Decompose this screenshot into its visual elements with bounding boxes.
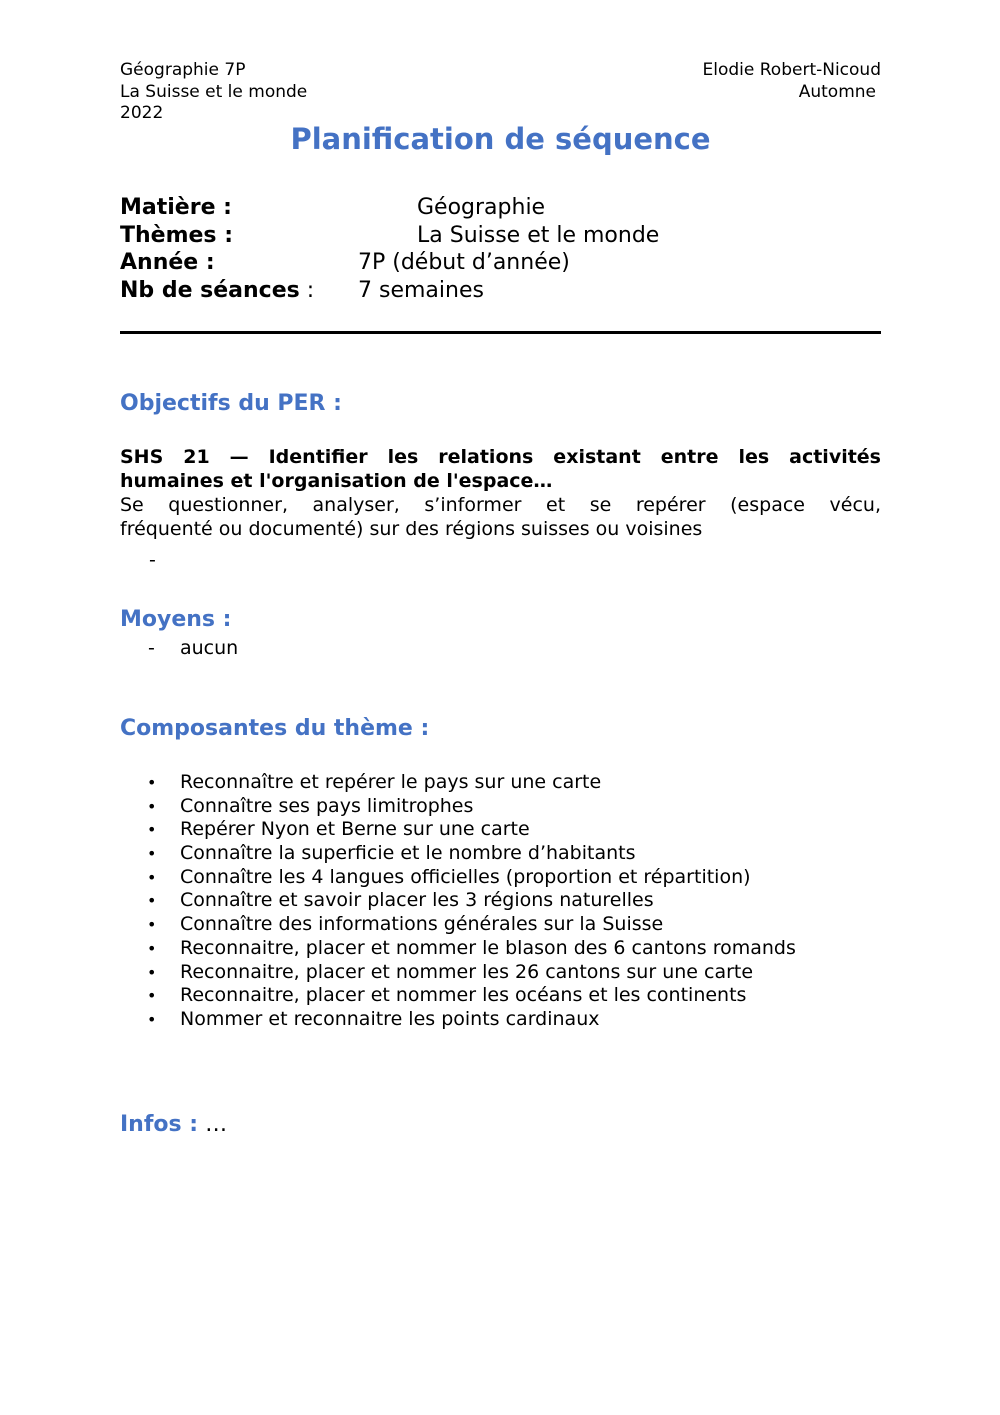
list-item-text: Connaître les 4 langues officielles (proportion et répartition) xyxy=(180,865,751,888)
header-author: Elodie Robert-Nicoud xyxy=(702,60,881,80)
list-item-text: Reconnaitre, placer et nommer le blason des 6 cantons romands xyxy=(180,936,796,959)
info-row-annee xyxy=(120,249,570,277)
empty-list-item: - xyxy=(149,549,156,571)
list-item xyxy=(120,913,796,937)
info-block xyxy=(120,194,660,304)
list-item-text: Repérer Nyon et Berne sur une carte xyxy=(180,818,530,841)
shs-line-2: humaines et l'organisation de l'espace… xyxy=(120,470,553,492)
shs-line-1: SHS 21 — Identifier les relations existant entre les activités xyxy=(120,446,881,468)
matiere-label: Matière : xyxy=(120,195,232,220)
annee-value: 7P (début d’année) xyxy=(358,250,570,275)
infos-heading xyxy=(120,1112,227,1137)
list-item xyxy=(120,889,796,913)
bullet-icon: • xyxy=(147,796,157,816)
list-item-text: Reconnaitre, placer et nommer les 26 cantons sur une carte xyxy=(180,960,754,983)
infos-value: … xyxy=(198,1112,228,1137)
list-item xyxy=(120,637,238,661)
bullet-icon: • xyxy=(147,1009,157,1029)
moyens-list xyxy=(120,637,238,661)
bullet-icon: • xyxy=(147,820,157,840)
objectifs-desc-line-2: fréquenté ou documenté) sur des régions suisses ou voisines xyxy=(120,518,703,540)
list-item-text: Connaître des informations générales sur la Suisse xyxy=(180,913,664,936)
document-page xyxy=(120,0,881,1415)
composantes-list xyxy=(120,771,796,1032)
moyens-heading: Moyens : xyxy=(120,607,232,632)
list-item-text: aucun xyxy=(180,637,239,659)
list-item xyxy=(120,937,796,961)
seances-value: 7 semaines xyxy=(358,277,484,303)
list-item xyxy=(120,795,796,819)
bullet-icon: • xyxy=(147,773,157,792)
bullet-icon: • xyxy=(147,986,157,1006)
list-item-text: Connaître et savoir placer les 3 régions naturelles xyxy=(180,889,654,912)
list-item xyxy=(120,842,796,866)
objectifs-text xyxy=(120,445,881,541)
bullet-icon: • xyxy=(147,962,157,982)
objectifs-heading: Objectifs du PER : xyxy=(120,391,342,416)
bullet-icon: • xyxy=(147,844,157,864)
info-row-matiere xyxy=(120,194,546,222)
infos-label: Infos : xyxy=(120,1112,199,1137)
list-item xyxy=(120,866,796,890)
horizontal-divider xyxy=(120,331,881,334)
header-year: 2022 xyxy=(120,103,164,123)
header-left xyxy=(120,60,307,125)
header-season: Automne xyxy=(798,81,876,102)
bullet-icon: • xyxy=(147,915,157,935)
list-item-text: Reconnaitre, placer et nommer les océans et les continents xyxy=(180,984,747,1007)
bullet-icon: • xyxy=(147,938,157,958)
list-item xyxy=(120,818,796,842)
themes-label: Thèmes : xyxy=(120,222,233,248)
matiere-value: Géographie xyxy=(417,195,546,220)
list-item xyxy=(120,961,796,985)
list-item-text: Connaître ses pays limitrophes xyxy=(180,794,474,817)
themes-value: La Suisse et le monde xyxy=(417,222,660,248)
seances-label: Nb de séances xyxy=(120,277,300,303)
header-theme: La Suisse et le monde xyxy=(120,81,308,102)
objectifs-desc-line-1: Se questionner, analyser, s’informer et se repérer (espace vécu, xyxy=(120,494,881,516)
annee-label: Année : xyxy=(120,250,215,275)
info-row-seances xyxy=(120,277,484,305)
list-item-text: Nommer et reconnaitre les points cardinaux xyxy=(180,1007,600,1030)
page-title: Planification de séquence xyxy=(290,122,711,156)
info-row-themes xyxy=(120,222,660,250)
composantes-heading: Composantes du thème : xyxy=(120,716,430,741)
list-item xyxy=(120,771,796,795)
header-right xyxy=(703,60,881,103)
header-subject: Géographie 7P xyxy=(120,60,246,80)
list-item-text: Connaître la superficie et le nombre d’habitants xyxy=(180,842,636,865)
seances-separator: : xyxy=(299,277,315,303)
list-item xyxy=(120,984,796,1008)
bullet-icon: • xyxy=(147,867,157,887)
list-item xyxy=(120,1008,796,1032)
list-item-text: Reconnaître et repérer le pays sur une carte xyxy=(180,771,602,793)
dash-marker: - xyxy=(148,637,155,659)
bullet-icon: • xyxy=(147,891,157,911)
